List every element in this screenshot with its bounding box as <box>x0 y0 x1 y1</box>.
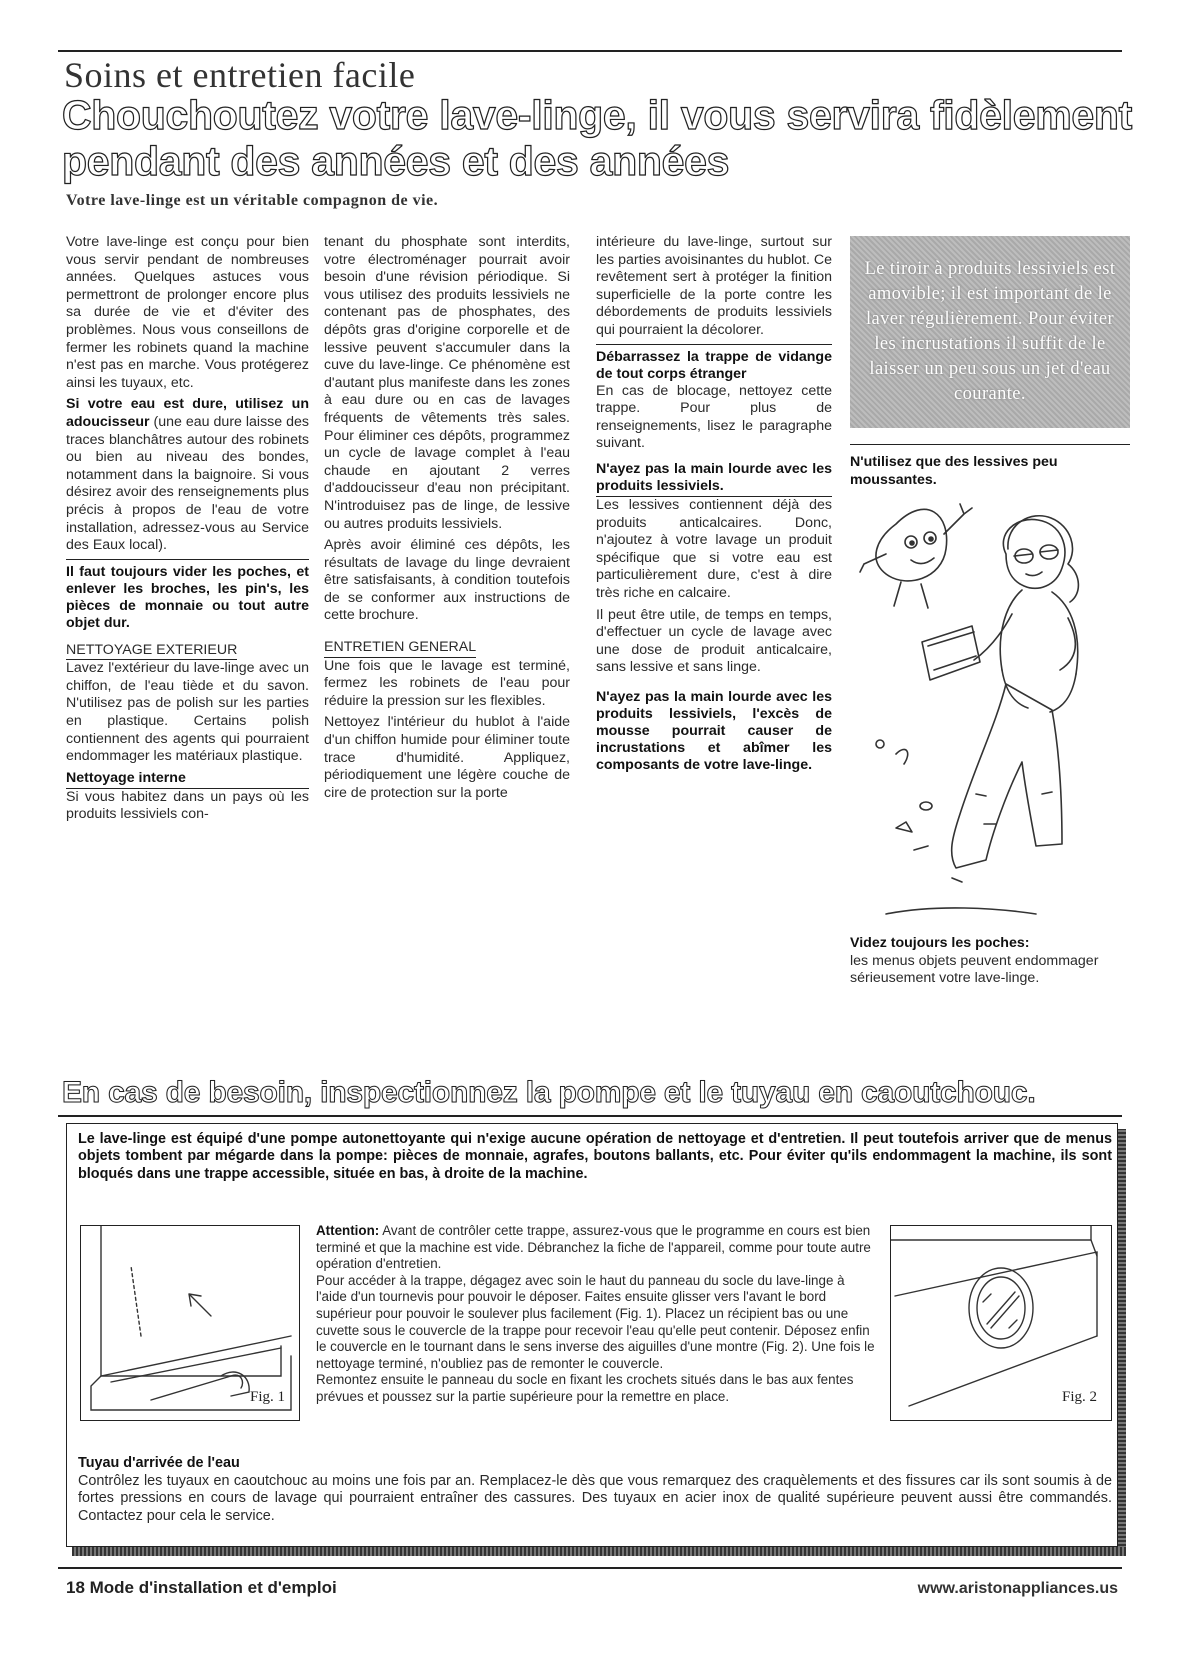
exterior-cleaning-text: Lavez l'extérieur du lave-linge avec un chiffon, de l'eau tiède et du savon. N'utilisez pas de polish sur les parties en plastique. Certains polish contiennent des agents qui pourraient endommager les matériaux plastique. <box>66 660 309 765</box>
column-4-rule <box>850 444 1130 445</box>
top-rule <box>58 50 1122 52</box>
box-shadow-right <box>1118 1129 1126 1554</box>
pump-section-rule <box>58 1115 1122 1117</box>
attention-label: Attention: <box>316 1223 380 1238</box>
woman-laundry-illustration <box>856 494 1126 922</box>
door-paragraph: intérieure du lave-linge, surtout sur les parties avoisinantes du hublot. Ce revêtement sert à protéger la finition superficielle de la porte contre les débordements de produits lessiviels qui pourraient la décolorer. <box>596 234 832 338</box>
inlet-hose-text: Contrôlez les tuyaux en caoutchouc au moins une fois par an. Remplacez-le dès que vous remarquez des craquèlements et des fissures car ils sont soumis à de fortes pressions en cours de lavage qui pourraient entraîner des cassures. Des tuyaux en acier inox de qualité supérieure peuvent aussi être commandés. Contactez pour cela le service. <box>78 1473 1112 1524</box>
column-3 <box>596 234 832 774</box>
detergent-text: Les lessives contiennent déjà des produits anticalcaires. Donc, n'ajoutez à votre lavage un produit spécifique que si votre eau est particulièrement dure, c'est à dire très riche en calcaire. <box>596 496 832 601</box>
low-foam-heading: N'utilisez que des lessives peu moussantes. <box>850 454 1058 488</box>
attention-paragraph-1 <box>316 1223 878 1273</box>
drawer-callout <box>850 236 1130 428</box>
results-paragraph: Après avoir éliminé ces dépôts, les résultats de lavage du linge devraient être satisfaisants, à condition toutefois de se conformer aux instructions de cette brochure. <box>324 537 570 624</box>
general-maintenance-text: Une fois que le lavage est terminé, fermez les robinets de l'eau pour réduire la pression sur les flexibles. <box>324 657 570 709</box>
drain-trap-heading: Débarrassez la trappe de vidange de tout corps étranger <box>596 344 832 383</box>
water-detail: (une eau dure laisse des traces blanchâtres autour des robinets ou bien au niveau des bondes, notamment dans la baignoire. Si vous désirez avoir des renseignements plus précis à propos de l'eau de votre installation, adressez-vous au Service des Eaux local). <box>66 413 309 554</box>
page-subtitle: Votre lave-linge est un véritable compagnon de vie. <box>66 192 439 209</box>
water-paragraph <box>66 396 309 554</box>
inlet-hose-heading: Tuyau d'arrivée de l'eau <box>78 1455 240 1471</box>
intro-paragraph: Votre lave-linge est conçu pour bien vous servir pendant de nombreuses années. Quelques astuces vous permettront de prolonger encore plus sa durée de vie et d'éviter des problèmes. Nous vous conseillons de fermer les robinets quand la machine n'est pas en marche. Vous protégerez ainsi les tuyaux, etc. <box>66 234 309 391</box>
pump-section-title: En cas de besoin, inspectionnez la pompe et le tuyau en caoutchouc. <box>62 1076 1036 1109</box>
column-2 <box>324 234 570 806</box>
exterior-cleaning-heading: NETTOYAGE EXTERIEUR <box>66 642 237 661</box>
phosphate-paragraph: tenant du phosphate sont interdits, votre électroménager pourrait avoir besoin d'une révision périodique. Si vous utilisez des produits lessiviels ne contenant pas de phosphates, des dépôts gras d'origine corporelle et de lessive peuvent s'accumuler dans la cuve du lave-linge. Ce phénomène est d'autant plus manifeste dans les zones à eau dure ou en cas de lavages fréquents de vêtements très sales. Pour éliminer ces dépôts, programmez un cycle de lavage complet à l'eau chaude en ajoutant 2 verres d'addoucisseur d'eau non précipitant. N'introduisez pas de linge, de lessive ou autres produits lessiviels. <box>324 234 570 532</box>
interior-cleaning-heading: Nettoyage interne <box>66 770 309 789</box>
section-kicker: Soins et entretien facile <box>64 55 416 95</box>
general-maintenance-heading: ENTRETIEN GENERAL <box>324 639 476 658</box>
attention-paragraph-3: Remontez ensuite le panneau du socle en fixant les crochets situés dans le bas aux fentes prévues et poussez sur la partie supérieure pour la remettre en place. <box>316 1372 854 1404</box>
column-1 <box>66 234 309 828</box>
figure-1-label: Fig. 1 <box>249 1389 285 1405</box>
drain-trap-text: En cas de blocage, nettoyez cette trappe. Pour plus de renseignements, lisez le paragraphe suivant. <box>596 382 832 452</box>
drawer-callout-text: Le tiroir à produits lessiviels est amovible; il est important de le laver régulièrement. Pour éviter les incrustations il suffit de le laisser un peu sous un jet d'eau courante. <box>864 259 1116 404</box>
footer-rule <box>58 1567 1122 1569</box>
porthole-text: Nettoyez l'intérieur du hublot à l'aide d'un chiffon humide pour éliminer toute trace d'humidité. Appliquez, périodiquement une légère couche de cire de protection sur la porte <box>324 714 570 801</box>
attention-paragraph-1-text: Avant de contrôler cette trappe, assurez-vous que le programme en cours est bien terminé et que la machine est vide. Débranchez la fiche de l'appareil, comme pour toute autre opération d'entretien. <box>316 1223 871 1272</box>
website-footer: www.aristonappliances.us <box>917 1580 1118 1597</box>
pockets-warning: Il faut toujours vider les poches, et enlever les broches, les pin's, les pièces de monnaie ou tout autre objet dur. <box>66 559 309 632</box>
water-hint: Si votre eau est dure, utilisez un adoucisseur <box>66 396 309 430</box>
figure-2 <box>890 1225 1112 1421</box>
figure-1 <box>80 1225 300 1421</box>
detergent-heading: N'ayez pas la main lourde avec les produits lessiviels. <box>596 461 832 497</box>
foam-warning: N'ayez pas la main lourde avec les produits lessiviels, l'excès de mousse pourrait causer de incrustations et abîmer les composants de votre lave-linge. <box>596 688 832 773</box>
page-title: Chouchoutez votre lave-linge, il vous servira fidèlement pendant des années et des années <box>62 92 1132 184</box>
attention-text <box>316 1223 878 1406</box>
page-number-footer: 18 Mode d'installation et d'emploi <box>66 1578 337 1597</box>
interior-cleaning-text: Si vous habitez dans un pays où les produits lessiviels con- <box>66 788 309 823</box>
empty-pockets-text: les menus objets peuvent endommager sérieusement votre lave-linge. <box>850 952 1099 987</box>
box-shadow-bottom <box>72 1547 1126 1556</box>
empty-pockets-heading: Videz toujours les poches: <box>850 935 1030 951</box>
descaler-text: Il peut être utile, de temps en temps, d'effectuer un cycle de lavage avec une dose de produit anticalcaire, sans lessive et sans linge. <box>596 606 832 676</box>
figure-2-label: Fig. 2 <box>1061 1389 1097 1405</box>
pump-intro: Le lave-linge est équipé d'une pompe autonettoyante qui n'exige aucune opération de nettoyage et d'entretien. Il peut toutefois arriver que de menus objets tombent par mégarde dans la pompe: pièces de monnaie, agrafes, boutons ballants, etc. Pour éviter qu'ils endommagent la machine, ils sont bloqués dans une trappe accessible, située en bas, à droite de la machine. <box>78 1131 1112 1182</box>
empty-pockets-note <box>850 935 1130 988</box>
attention-paragraph-2: Pour accéder à la trappe, dégagez avec soin le haut du panneau du socle du lave-linge à l'aide d'un tournevis pour pouvoir le déposer. Faites ensuite glisser vers l'avant le bord supérieur pour pouvoir le soulever plus facilement (Fig. 1). Placez un récipient bas ou une cuvette sous le couvercle de la trappe pour recevoir l'eau qu'elle peut contenir. Déposez enfin le couvercle en le tournant dans le sens inverse des aiguilles d'une montre (Fig. 2). Une fois le nettoyage terminé, n'oubliez pas de remonter le couvercle. <box>316 1272 875 1371</box>
